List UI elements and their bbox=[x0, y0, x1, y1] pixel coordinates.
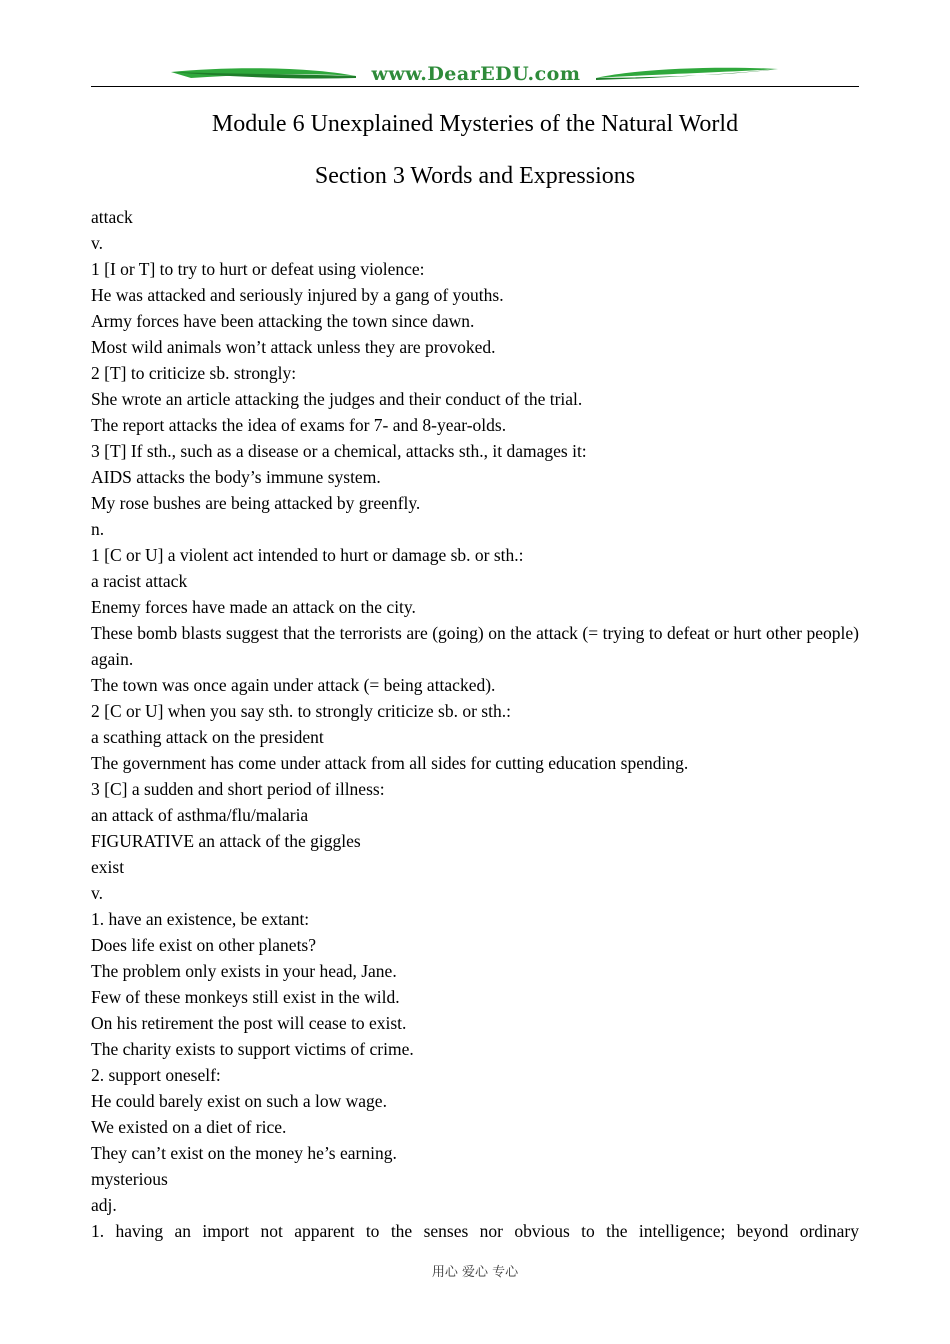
definition: 2. support oneself: bbox=[91, 1065, 221, 1085]
part-of-speech: v. bbox=[91, 883, 103, 903]
example-sentence: We existed on a diet of rice. bbox=[91, 1117, 287, 1137]
example-sentence: My rose bushes are being attacked by greenfly. bbox=[91, 493, 421, 513]
definition: 1. having an import not apparent to the senses nor obvious to the intelligence; beyond ordinary bbox=[91, 1221, 859, 1241]
example-sentence: a scathing attack on the president bbox=[91, 727, 324, 747]
logo-text: www.DearEDU.com bbox=[371, 63, 581, 85]
example-sentence: On his retirement the post will cease to exist. bbox=[91, 1013, 407, 1033]
example-sentence: They can’t exist on the money he’s earning. bbox=[91, 1143, 397, 1163]
example-sentence: The report attacks the idea of exams for 7- and 8-year-olds. bbox=[91, 415, 507, 435]
example-sentence: FIGURATIVE an attack of the giggles bbox=[91, 831, 361, 851]
definition: 2 [T] to criticize sb. strongly: bbox=[91, 363, 297, 383]
example-sentence: The charity exists to support victims of crime. bbox=[91, 1039, 414, 1059]
headword: exist bbox=[91, 857, 125, 877]
example-sentence: Does life exist on other planets? bbox=[91, 935, 317, 955]
example-sentence: The government has come under attack from all sides for cutting education spending. bbox=[91, 753, 689, 773]
example-sentence: The town was once again under attack (= being attacked). bbox=[91, 675, 496, 695]
headword: mysterious bbox=[91, 1169, 168, 1189]
section-title: Section 3 Words and Expressions bbox=[314, 163, 636, 189]
document-body bbox=[91, 204, 859, 1244]
example-sentence: Army forces have been attacking the town since dawn. bbox=[91, 311, 475, 331]
example-sentence: She wrote an article attacking the judges and their conduct of the trial. bbox=[91, 389, 583, 409]
example-sentence: Few of these monkeys still exist in the wild. bbox=[91, 987, 400, 1007]
page-footer: 用心 爱心 专心 bbox=[431, 1265, 519, 1280]
document-title: Module 6 Unexplained Mysteries of the Natural World bbox=[211, 111, 739, 137]
example-sentence: He was attacked and seriously injured by a gang of youths. bbox=[91, 285, 504, 305]
definition: 1 [I or T] to try to hurt or defeat using violence: bbox=[91, 259, 425, 279]
dearedu-logo bbox=[171, 62, 781, 88]
example-sentence: The problem only exists in your head, Jane. bbox=[91, 961, 397, 981]
definition: 1 [C or U] a violent act intended to hurt or damage sb. or sth.: bbox=[91, 545, 524, 565]
example-sentence: These bomb blasts suggest that the terrorists are (going) on the attack (= trying to defeat or hurt other people) again. bbox=[91, 623, 859, 669]
example-sentence: He could barely exist on such a low wage. bbox=[91, 1091, 387, 1111]
definition: 3 [C] a sudden and short period of illness: bbox=[91, 779, 385, 799]
definition: 3 [T] If sth., such as a disease or a chemical, attacks sth., it damages it: bbox=[91, 441, 587, 461]
definition: 1. have an existence, be extant: bbox=[91, 909, 310, 929]
page-header bbox=[91, 62, 859, 92]
part-of-speech: n. bbox=[91, 519, 105, 539]
example-sentence: AIDS attacks the body’s immune system. bbox=[91, 467, 381, 487]
part-of-speech: adj. bbox=[91, 1195, 117, 1215]
example-sentence: an attack of asthma/flu/malaria bbox=[91, 805, 309, 825]
example-sentence: a racist attack bbox=[91, 571, 188, 591]
definition: 2 [C or U] when you say sth. to strongly criticize sb. or sth.: bbox=[91, 701, 511, 721]
part-of-speech: v. bbox=[91, 233, 103, 253]
example-sentence: Most wild animals won’t attack unless they are provoked. bbox=[91, 337, 496, 357]
headword: attack bbox=[91, 207, 133, 227]
example-sentence: Enemy forces have made an attack on the city. bbox=[91, 597, 416, 617]
